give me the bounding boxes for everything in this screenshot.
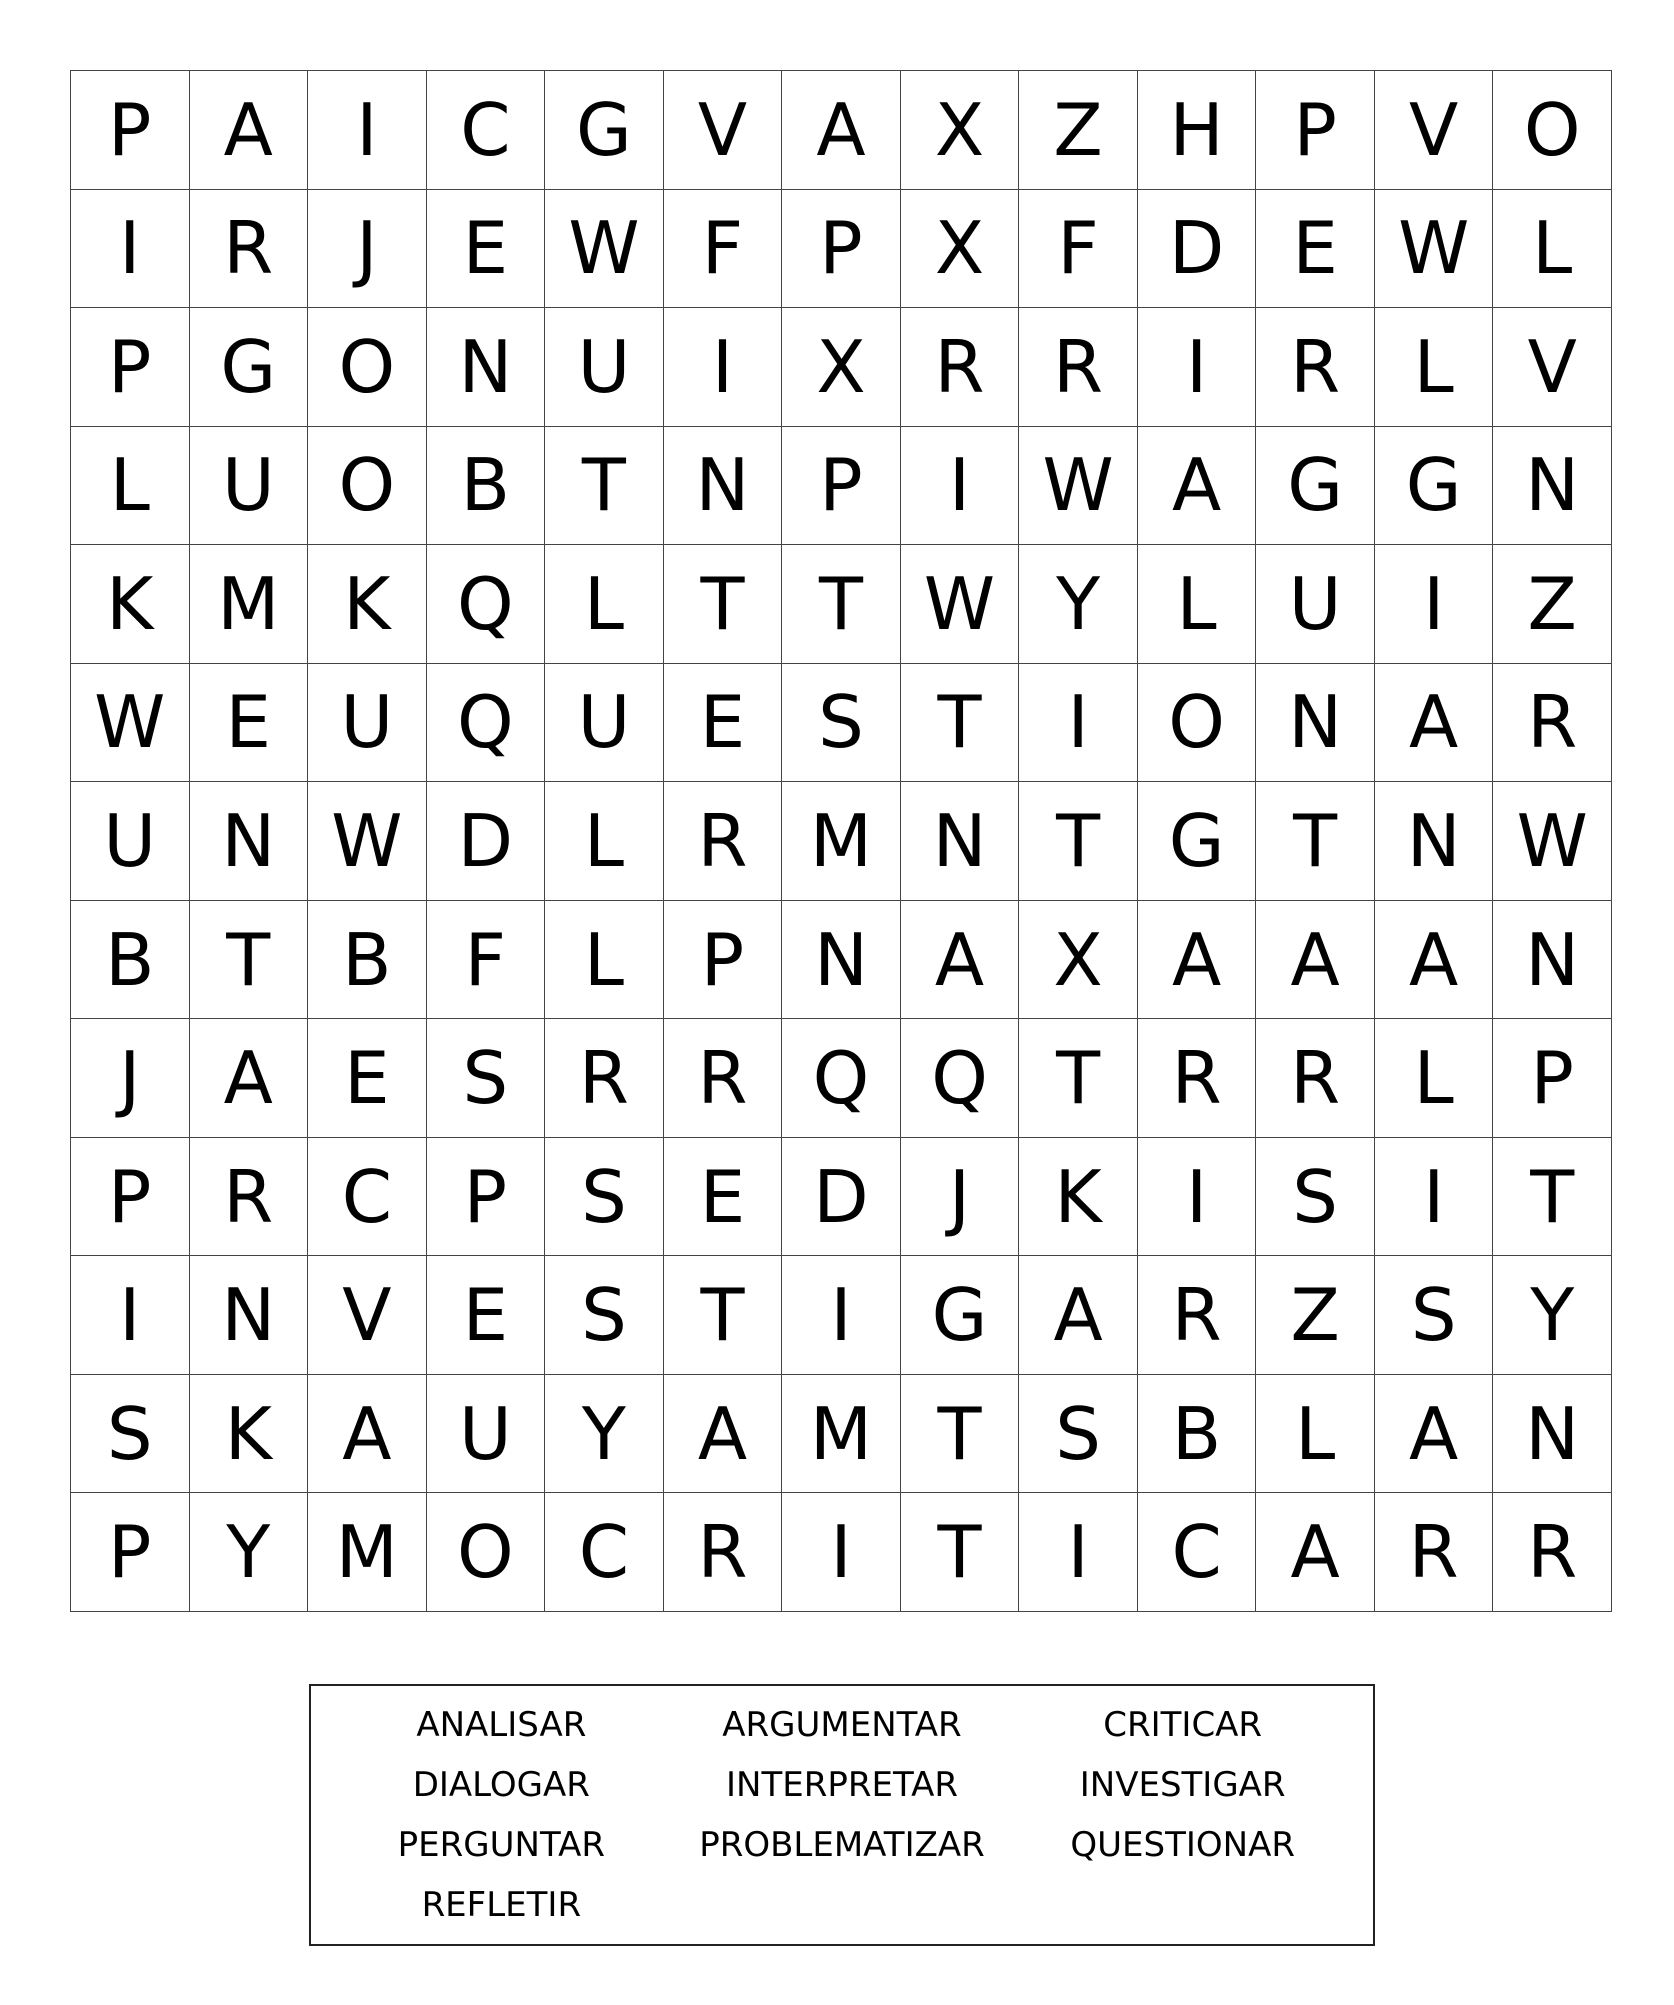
grid-cell[interactable]: I [1138,308,1257,427]
grid-cell[interactable]: O [1493,71,1612,190]
grid-cell[interactable]: X [901,190,1020,309]
grid-cell[interactable]: I [901,427,1020,546]
grid-cell[interactable]: R [1256,1019,1375,1138]
grid-cell[interactable]: W [1375,190,1494,309]
grid-cell[interactable]: L [1138,545,1257,664]
grid-cell[interactable]: B [1138,1375,1257,1494]
grid-cell[interactable]: S [1375,1256,1494,1375]
grid-cell[interactable]: I [1375,545,1494,664]
grid-cell[interactable]: P [427,1138,546,1257]
grid-cell[interactable]: R [1493,664,1612,783]
grid-cell[interactable]: W [1019,427,1138,546]
grid-cell[interactable]: A [1138,427,1257,546]
grid-cell[interactable]: S [1019,1375,1138,1494]
grid-cell[interactable]: T [1493,1138,1612,1257]
grid-cell[interactable]: N [190,782,309,901]
grid-cell[interactable]: A [664,1375,783,1494]
grid-cell[interactable]: M [782,1375,901,1494]
grid-cell[interactable]: L [545,782,664,901]
grid-cell[interactable]: J [71,1019,190,1138]
grid-cell[interactable]: R [545,1019,664,1138]
grid-cell[interactable]: D [1138,190,1257,309]
grid-cell[interactable]: R [901,308,1020,427]
grid-cell[interactable]: S [71,1375,190,1494]
grid-cell[interactable]: I [782,1256,901,1375]
grid-cell[interactable]: P [71,1493,190,1612]
grid-cell[interactable]: A [1256,901,1375,1020]
grid-cell[interactable]: E [190,664,309,783]
word-list [331,1704,1353,1926]
grid-cell[interactable]: N [1493,901,1612,1020]
grid-cell[interactable]: G [190,308,309,427]
grid-cell[interactable]: Q [427,545,546,664]
grid-cell[interactable]: I [308,71,427,190]
grid-cell[interactable]: V [308,1256,427,1375]
grid-cell[interactable]: P [71,1138,190,1257]
grid-cell[interactable]: A [782,71,901,190]
grid-cell[interactable]: G [901,1256,1020,1375]
grid-cell[interactable]: E [427,190,546,309]
grid-cell[interactable]: E [308,1019,427,1138]
grid-cell[interactable]: F [1019,190,1138,309]
grid-cell[interactable]: N [664,427,783,546]
grid-cell[interactable]: M [308,1493,427,1612]
grid-cell[interactable]: R [664,1493,783,1612]
word-item: INTERPRETAR [726,1765,958,1805]
grid-cell[interactable]: N [190,1256,309,1375]
grid-cell[interactable]: E [1256,190,1375,309]
grid-cell[interactable]: J [308,190,427,309]
grid-cell[interactable]: C [1138,1493,1257,1612]
grid-cell[interactable]: K [1019,1138,1138,1257]
grid-cell[interactable]: F [427,901,546,1020]
grid-cell[interactable]: P [782,190,901,309]
grid-cell[interactable]: G [545,71,664,190]
grid-cell[interactable]: R [664,782,783,901]
grid-cell[interactable]: S [782,664,901,783]
grid-cell[interactable]: I [71,190,190,309]
grid-cell[interactable]: M [782,782,901,901]
grid-cell[interactable]: O [308,308,427,427]
grid-cell[interactable]: W [901,545,1020,664]
grid-cell[interactable]: R [664,1019,783,1138]
grid-cell[interactable]: R [1493,1493,1612,1612]
grid-cell[interactable]: A [1138,901,1257,1020]
grid-cell[interactable]: R [1019,308,1138,427]
word-item: ANALISAR [416,1705,587,1745]
grid-cell[interactable]: L [71,427,190,546]
grid-cell[interactable]: W [545,190,664,309]
grid-cell[interactable]: P [1256,71,1375,190]
grid-cell[interactable]: L [1375,308,1494,427]
grid-cell[interactable]: G [1138,782,1257,901]
grid-cell[interactable]: Y [545,1375,664,1494]
grid-cell[interactable]: A [308,1375,427,1494]
grid-cell[interactable]: D [782,1138,901,1257]
grid-cell[interactable]: T [901,664,1020,783]
grid-cell[interactable]: I [782,1493,901,1612]
grid-cell[interactable]: Y [1493,1256,1612,1375]
grid-cell[interactable]: S [1256,1138,1375,1257]
grid-cell[interactable]: P [71,308,190,427]
grid-cell[interactable]: S [545,1138,664,1257]
grid-cell[interactable]: W [308,782,427,901]
word-item: DIALOGAR [412,1765,590,1805]
grid-cell[interactable]: N [1493,427,1612,546]
grid-cell[interactable]: I [664,308,783,427]
grid-cell[interactable]: V [664,71,783,190]
grid-cell[interactable]: T [545,427,664,546]
word-item: PERGUNTAR [397,1825,605,1865]
grid-cell[interactable]: C [545,1493,664,1612]
grid-cell[interactable]: I [1019,664,1138,783]
grid-cell[interactable]: U [1256,545,1375,664]
grid-cell[interactable]: E [664,664,783,783]
word-item: INVESTIGAR [1079,1765,1286,1805]
grid-cell[interactable]: J [901,1138,1020,1257]
word-item: QUESTIONAR [1070,1825,1295,1865]
grid-cell[interactable]: S [545,1256,664,1375]
grid-cell[interactable]: X [901,71,1020,190]
grid-cell[interactable]: Z [1256,1256,1375,1375]
grid-cell[interactable]: U [190,427,309,546]
grid-cell[interactable]: R [1138,1019,1257,1138]
grid-cell[interactable]: L [545,901,664,1020]
grid-cell[interactable]: W [71,664,190,783]
grid-cell[interactable]: V [1493,308,1612,427]
grid-cell[interactable]: N [1493,1375,1612,1494]
grid-cell[interactable]: T [1256,782,1375,901]
grid-cell[interactable]: L [1256,1375,1375,1494]
grid-cell[interactable]: A [1256,1493,1375,1612]
grid-cell[interactable]: P [1493,1019,1612,1138]
grid-cell[interactable]: C [308,1138,427,1257]
grid-cell[interactable]: G [1256,427,1375,546]
grid-cell[interactable]: T [664,545,783,664]
grid-cell[interactable]: T [664,1256,783,1375]
grid-cell[interactable]: T [1019,782,1138,901]
grid-cell[interactable]: O [1138,664,1257,783]
grid-cell[interactable]: O [308,427,427,546]
grid-cell[interactable]: P [71,71,190,190]
grid-cell[interactable]: Z [1019,71,1138,190]
grid-cell[interactable]: L [1375,1019,1494,1138]
grid-cell[interactable]: R [190,1138,309,1257]
grid-cell[interactable]: N [427,308,546,427]
grid-cell[interactable]: A [1375,1375,1494,1494]
grid-cell[interactable]: K [71,545,190,664]
grid-cell[interactable]: A [1375,901,1494,1020]
grid-cell[interactable]: Z [1493,545,1612,664]
word-list-box [309,1684,1375,1946]
grid-cell[interactable]: R [1256,308,1375,427]
grid-cell[interactable]: E [427,1256,546,1375]
grid-cell[interactable]: C [427,71,546,190]
grid-cell[interactable]: F [664,190,783,309]
grid-cell[interactable]: Q [901,1019,1020,1138]
grid-cell[interactable]: G [1375,427,1494,546]
word-item: CRITICAR [1103,1705,1263,1745]
grid-cell[interactable]: U [308,664,427,783]
grid-cell[interactable]: I [1019,1493,1138,1612]
grid-cell[interactable]: N [901,782,1020,901]
grid-cell[interactable]: R [1138,1256,1257,1375]
grid-cell[interactable]: A [1375,664,1494,783]
grid-cell[interactable]: R [1375,1493,1494,1612]
grid-cell[interactable]: X [782,308,901,427]
grid-cell[interactable]: U [545,664,664,783]
grid-cell[interactable]: A [190,71,309,190]
grid-cell[interactable]: V [1375,71,1494,190]
grid-cell[interactable]: U [427,1375,546,1494]
grid-cell[interactable]: N [1256,664,1375,783]
grid-cell[interactable]: Q [782,1019,901,1138]
grid-cell[interactable]: T [901,1375,1020,1494]
grid-cell[interactable]: K [308,545,427,664]
grid-cell[interactable]: I [71,1256,190,1375]
grid-cell[interactable]: I [1375,1138,1494,1257]
grid-cell[interactable]: T [1019,1019,1138,1138]
word-item: PROBLEMATIZAR [699,1825,985,1865]
grid-cell[interactable]: T [901,1493,1020,1612]
grid-cell[interactable]: X [1019,901,1138,1020]
grid-cell[interactable]: Q [427,664,546,783]
grid-cell[interactable]: N [782,901,901,1020]
grid-cell[interactable]: S [427,1019,546,1138]
grid-cell[interactable]: A [1019,1256,1138,1375]
grid-cell[interactable]: Y [1019,545,1138,664]
grid-cell[interactable]: T [190,901,309,1020]
grid-cell[interactable]: L [545,545,664,664]
grid-cell[interactable]: D [427,782,546,901]
grid-cell[interactable]: N [1375,782,1494,901]
grid-cell[interactable]: A [190,1019,309,1138]
grid-cell[interactable]: A [901,901,1020,1020]
grid-cell[interactable]: K [190,1375,309,1494]
grid-cell[interactable]: L [1493,190,1612,309]
grid-cell[interactable]: W [1493,782,1612,901]
grid-cell[interactable]: R [190,190,309,309]
grid-cell[interactable]: H [1138,71,1257,190]
grid-cell[interactable]: B [71,901,190,1020]
grid-cell[interactable]: E [664,1138,783,1257]
grid-cell[interactable]: Y [190,1493,309,1612]
word-item: REFLETIR [421,1885,582,1925]
grid-cell[interactable]: M [190,545,309,664]
grid-cell[interactable]: P [782,427,901,546]
grid-cell[interactable]: O [427,1493,546,1612]
grid-cell[interactable]: B [427,427,546,546]
grid-cell[interactable]: U [545,308,664,427]
letter-grid [70,70,1612,1612]
grid-cell[interactable]: T [782,545,901,664]
grid-cell[interactable]: U [71,782,190,901]
grid-cell[interactable]: B [308,901,427,1020]
grid-cell[interactable]: P [664,901,783,1020]
grid-cell[interactable]: I [1138,1138,1257,1257]
word-item: ARGUMENTAR [722,1705,962,1745]
